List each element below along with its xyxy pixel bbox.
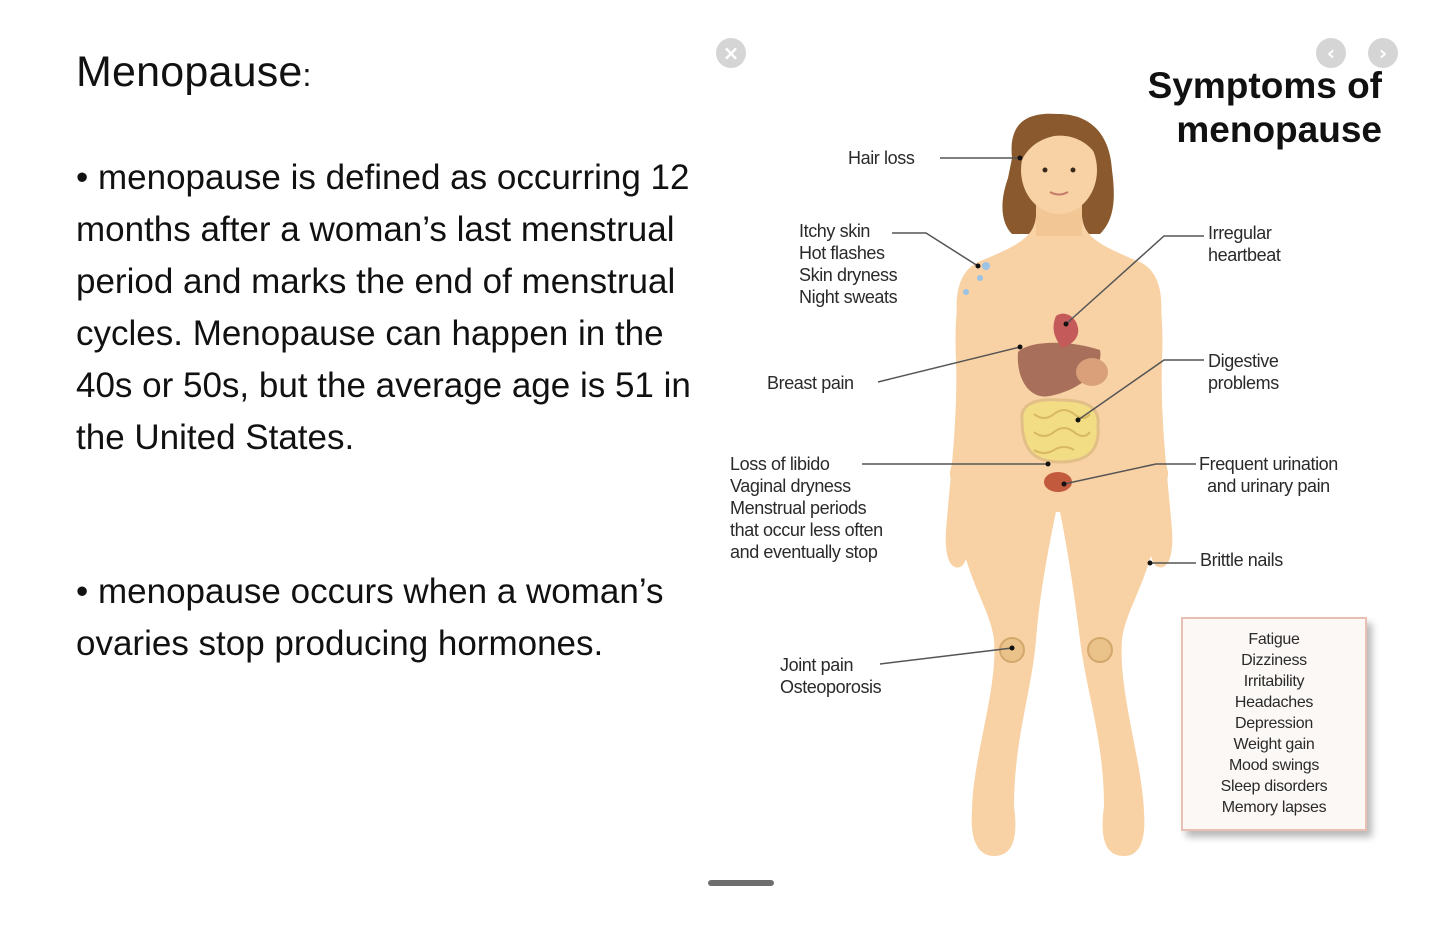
symptom-item: Depression <box>1235 715 1313 732</box>
label-line: heartbeat <box>1208 245 1281 265</box>
label-digestive <box>1208 350 1279 394</box>
stomach-shape <box>1076 358 1108 386</box>
label-line: Loss of libido <box>730 454 830 474</box>
symptom-item: Irritability <box>1243 673 1305 690</box>
figure-title-line2: menopause <box>1176 109 1382 150</box>
symptom-item: Sleep disorders <box>1220 778 1328 795</box>
chevron-right-icon[interactable]: › <box>1368 38 1398 68</box>
label-line: that occur less often <box>730 520 883 540</box>
label-line: Irregular <box>1208 223 1272 243</box>
legs-shape <box>958 472 1158 856</box>
slide-title: Menopause: <box>76 48 312 96</box>
symptom-item: Fatigue <box>1248 631 1300 648</box>
symptom-item: Memory lapses <box>1221 799 1327 816</box>
label-line: and eventually stop <box>730 542 878 562</box>
symptom-item: Dizziness <box>1241 652 1307 669</box>
label-urination <box>1199 453 1338 497</box>
label-brittle-nails: Brittle nails <box>1200 550 1283 570</box>
label-line: Osteoporosis <box>780 677 882 697</box>
figure-title <box>1148 64 1382 152</box>
label-heartbeat <box>1208 222 1280 266</box>
label-line: Itchy skin <box>799 221 871 241</box>
home-indicator[interactable] <box>708 880 774 886</box>
figure-title-line1: Symptoms of <box>1147 65 1382 106</box>
label-line: Frequent urination <box>1199 454 1338 474</box>
label-line: Vaginal dryness <box>730 476 851 496</box>
close-icon[interactable]: × <box>716 38 746 68</box>
symptom-item: Headaches <box>1234 694 1314 711</box>
bullet-definition: • menopause is defined as occurring 12 months after a woman’s last menstrual period and marks the end of menstrual cycles. Menopause can happen in the 40s or 50s, but the average age is 51 in the United States. <box>76 158 691 457</box>
intestine-shape <box>1022 400 1098 462</box>
label-breast-pain: Breast pain <box>767 373 854 393</box>
symptom-item: Mood swings <box>1228 757 1320 774</box>
label-libido <box>730 453 883 563</box>
label-line: and urinary pain <box>1207 476 1330 496</box>
label-skin <box>799 220 897 308</box>
label-line: Menstrual periods <box>730 498 867 518</box>
label-line: Night sweats <box>799 287 898 307</box>
label-line: Digestive <box>1208 351 1279 371</box>
bullet-cause: • menopause occurs when a woman’s ovaries stop producing hormones. <box>76 572 664 663</box>
bladder-shape <box>1044 472 1072 492</box>
label-line: Skin dryness <box>799 265 898 285</box>
symptom-item: Weight gain <box>1233 736 1315 753</box>
chevron-left-icon[interactable]: ‹ <box>1316 38 1346 68</box>
general-symptoms-box <box>1181 617 1367 831</box>
label-hair-loss: Hair loss <box>848 148 915 168</box>
label-line: Hot flashes <box>799 243 885 263</box>
label-line: Joint pain <box>780 655 854 675</box>
label-joint <box>780 654 881 698</box>
label-line: problems <box>1208 373 1279 393</box>
